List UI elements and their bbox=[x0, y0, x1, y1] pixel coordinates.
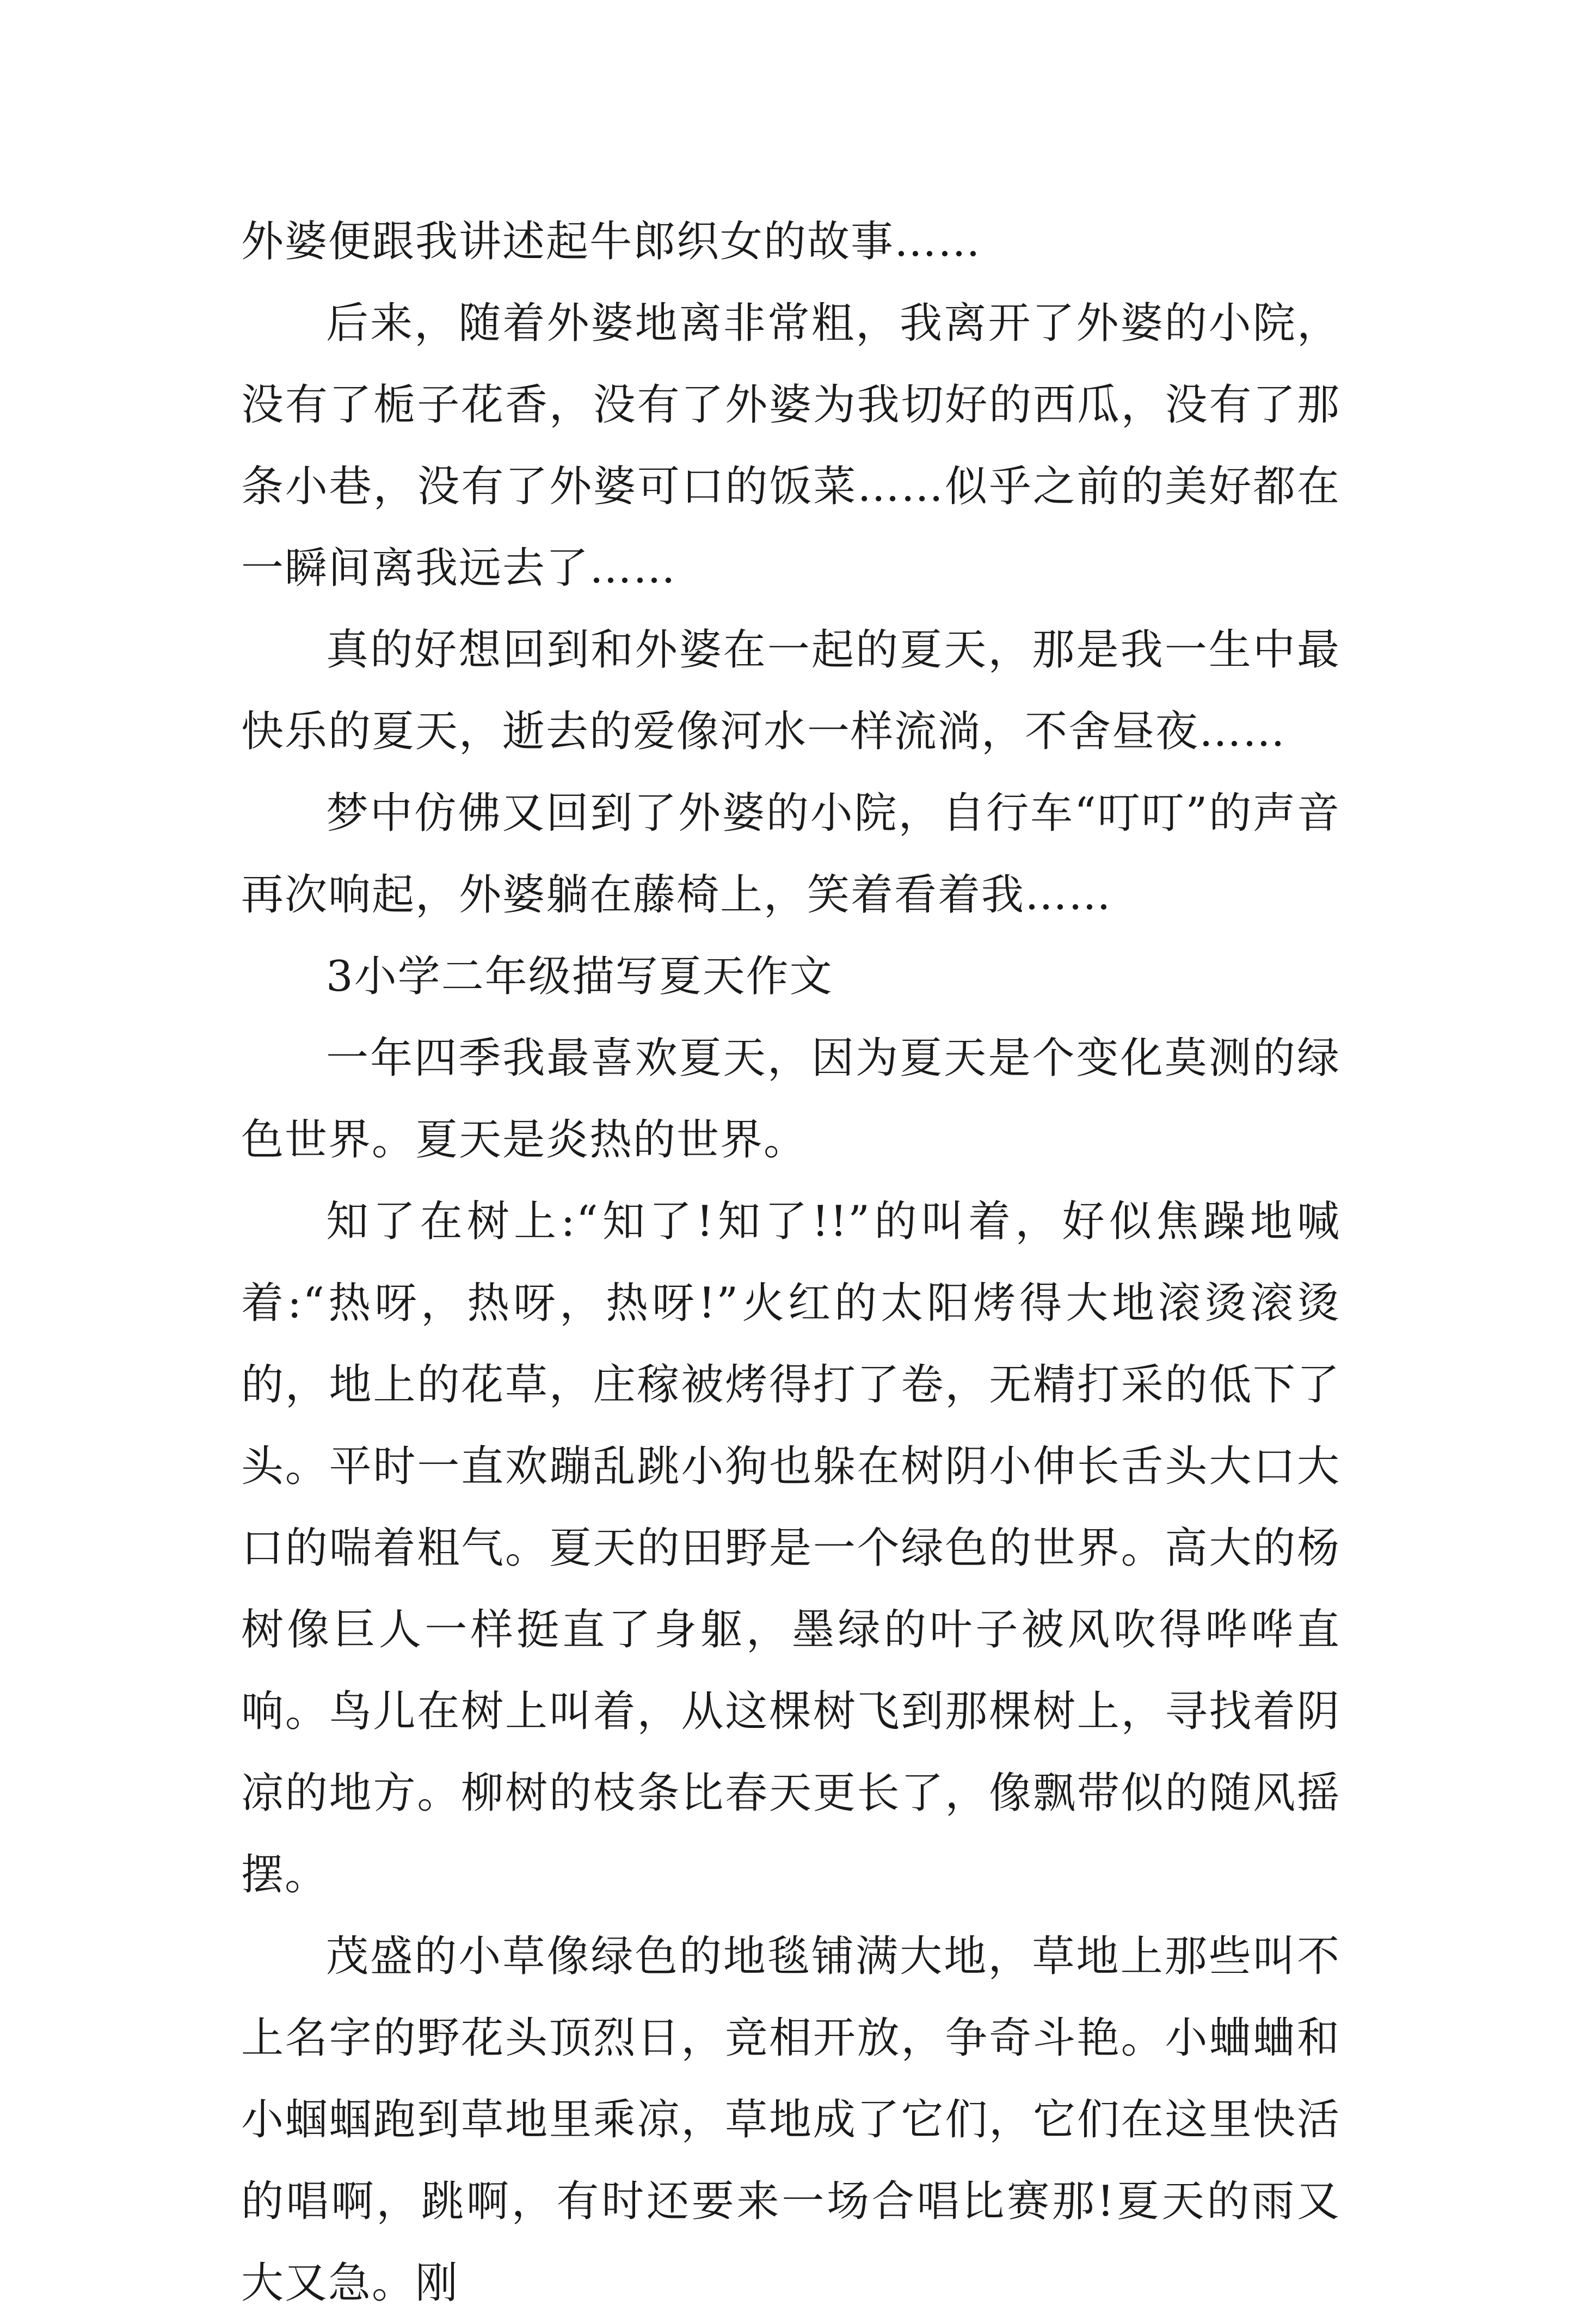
paragraph-6: 知了在树上:“知了!知了!!”的叫着，好似焦躁地喊着:“热呀，热呀，热呀!”火红的太阳烤得大地滚烫滚烫的，地上的花草，庄稼被烤得打了卷，无精打采的低下了头。平时一直欢蹦乱跳小狗也躲在树阴小伸长舌头大口大口的喘着粗气。夏天的田野是一个绿色的世界。高大的杨树像巨人一样挺直了身躯，墨绿的叶子被风吹得哗哗直响。鸟儿在树上叫着，从这棵树飞到那棵树上，寻找着阴凉的地方。柳树的枝条比春天更长了，像飘带似的随风摇摆。 bbox=[241, 1197, 1340, 1899]
paragraph-2: 后来，随着外婆地离非常粗，我离开了外婆的小院，没有了栀子花香，没有了外婆为我切好的西瓜，没有了那条小巷，没有了外婆可口的饭菜……似乎之前的美好都在一瞬间离我远去了…… bbox=[241, 299, 1340, 593]
paragraph-1: 外婆便跟我讲述起牛郎织女的故事…… bbox=[241, 217, 982, 266]
paragraph-4: 梦中仿佛又回到了外婆的小院，自行车“叮叮”的声音再次响起，外婆躺在藤椅上，笑着看着我…… bbox=[241, 789, 1340, 919]
paragraph-7: 茂盛的小草像绿色的地毯铺满大地，草地上那些叫不上名字的野花头顶烈日，竞相开放，争奇斗艳。小蛐蛐和小蝈蝈跑到草地里乘凉，草地成了它们，它们在这里快活的唱啊，跳啊，有时还要来一场合唱比赛那!夏天的雨又大又急。刚 bbox=[241, 1932, 1340, 2308]
paragraph-5: 一年四季我最喜欢夏天，因为夏天是个变化莫测的绿色世界。夏天是炎热的世界。 bbox=[241, 1034, 1340, 1164]
body-text bbox=[241, 201, 1340, 2324]
section-heading: 3小学二年级描写夏天作文 bbox=[326, 952, 833, 1001]
paragraph-3: 真的好想回到和外婆在一起的夏天，那是我一生中最快乐的夏天，逝去的爱像河水一样流淌，不舍昼夜…… bbox=[241, 626, 1340, 756]
